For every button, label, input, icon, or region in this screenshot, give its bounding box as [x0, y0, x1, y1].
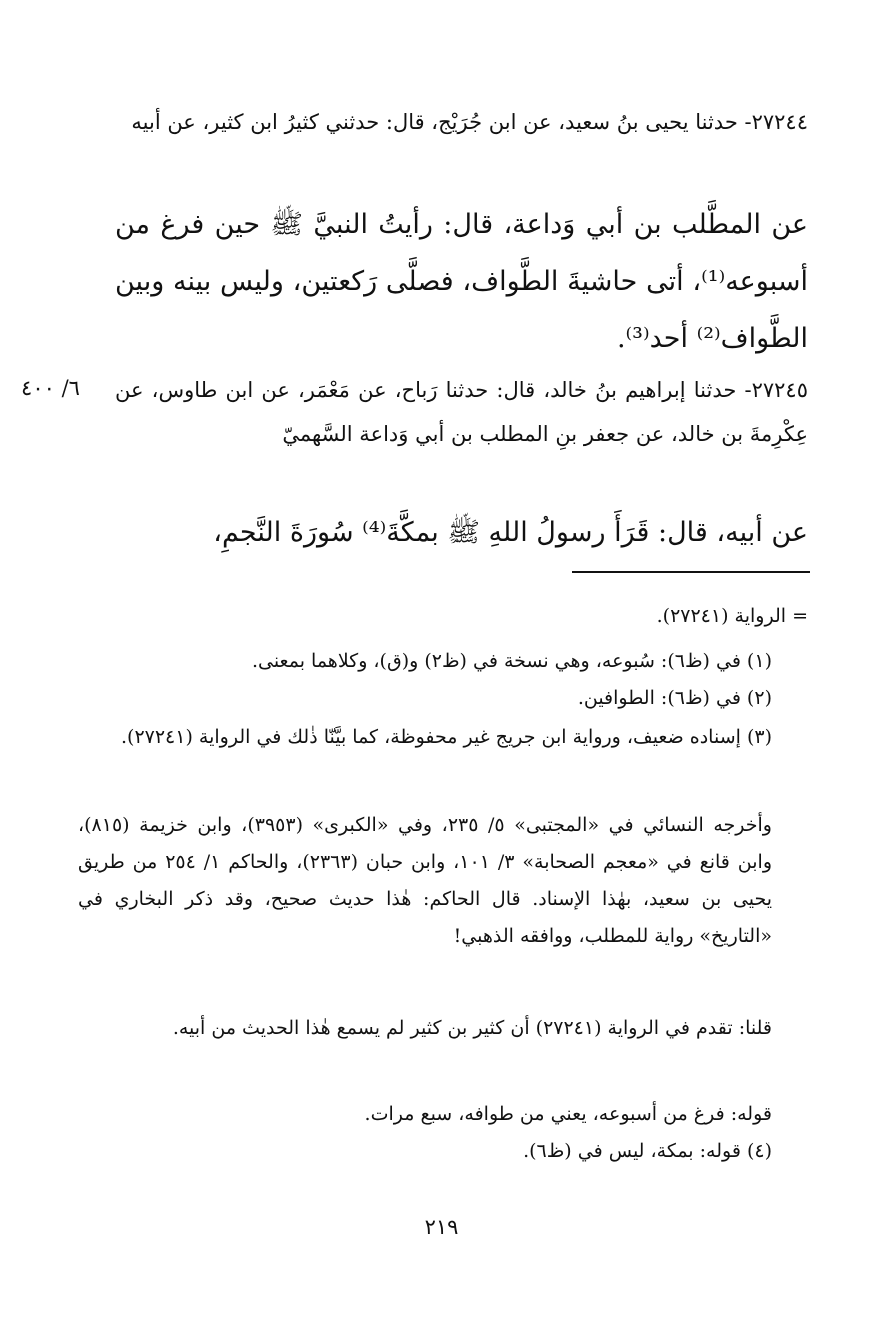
footnote-3: (٣) إسناده ضعيف، ورواية ابن جريج غير محفوظة، كما بيَّنّا ذٰلك في الرواية (٢٧٢٤١). — [120, 726, 772, 748]
hadith-27245-isnad: ٢٧٢٤٥- حدثنا إبراهيم بنُ خالد، قال: حدثنا رَباح، عن مَعْمَر، عن ابن طاوس، عن عِكْرِمةَ بن خالد، عن جعفر بنِ المطلب بن أبي وَداعة السَّهميّ — [115, 378, 808, 446]
footnote-4: (٤) قوله: بمكة، ليس في (ظ٦). — [523, 1140, 772, 1162]
footnote-separator — [572, 571, 810, 573]
footnote-takhrij: وأخرجه النسائي في «المجتبى» ٥/ ٢٣٥، وفي «الكبرى» (٣٩٥٣)، وابن خزيمة (٨١٥)، وابن قانع في «معجم الصحابة» ٣/ ١٠١، وابن حبان (٢٣٦٣)، والحاكم ١/ ٢٥٤ من طريق يحيى بن سعيد، بهٰذا الإسناد. قال الحاكم: هٰذا حديث صحيح، وقد ذكر البخاري في «التاريخ» رواية للمطلب، ووافقه الذهبي! — [78, 814, 773, 947]
footnote-qulna: قلنا: تقدم في الرواية (٢٧٢٤١) أن كثير بن كثير لم يسمع هٰذا الحديث من أبيه. — [172, 1017, 772, 1039]
hadith-27245-matn: عن أبيه، قال: قَرَأَ رسولُ اللهِ ﷺ بمكَّةَ⁽⁴⁾ سُورَةَ النَّجمِ، — [213, 517, 808, 548]
footnote-qawluhu: قوله: فرغ من أسبوعه، يعني من طوافه، سبع مرات. — [364, 1103, 772, 1125]
hadith-27244-matn: عن المطَّلب بن أبي وَداعة، قال: رأيتُ النبيَّ ﷺ حين فرغ من أسبوعه⁽¹⁾، أتى حاشيةَ الطَّواف، فصلَّى رَكعتين، وليس بينه وبين الطَّواف⁽²⁾ أحد⁽³⁾. — [115, 209, 808, 354]
footnote-continuation: = الرواية (٢٧٢٤١). — [656, 605, 808, 627]
margin-reference: ٦/ ٤٠٠ — [21, 376, 80, 400]
footnote-1: (١) في (ظ٦): سُبوعه، وهي نسخة في (ظ٢) و(ق)، وكلاهما بمعنى. — [251, 650, 772, 672]
page-number: ٢١٩ — [424, 1215, 459, 1239]
hadith-27244-isnad: ٢٧٢٤٤- حدثنا يحيى بنُ سعيد، عن ابن جُرَيْج، قال: حدثني كثيرُ ابن كثير، عن أبيه — [131, 110, 808, 134]
footnote-2: (٢) في (ظ٦): الطوافين. — [577, 687, 772, 709]
